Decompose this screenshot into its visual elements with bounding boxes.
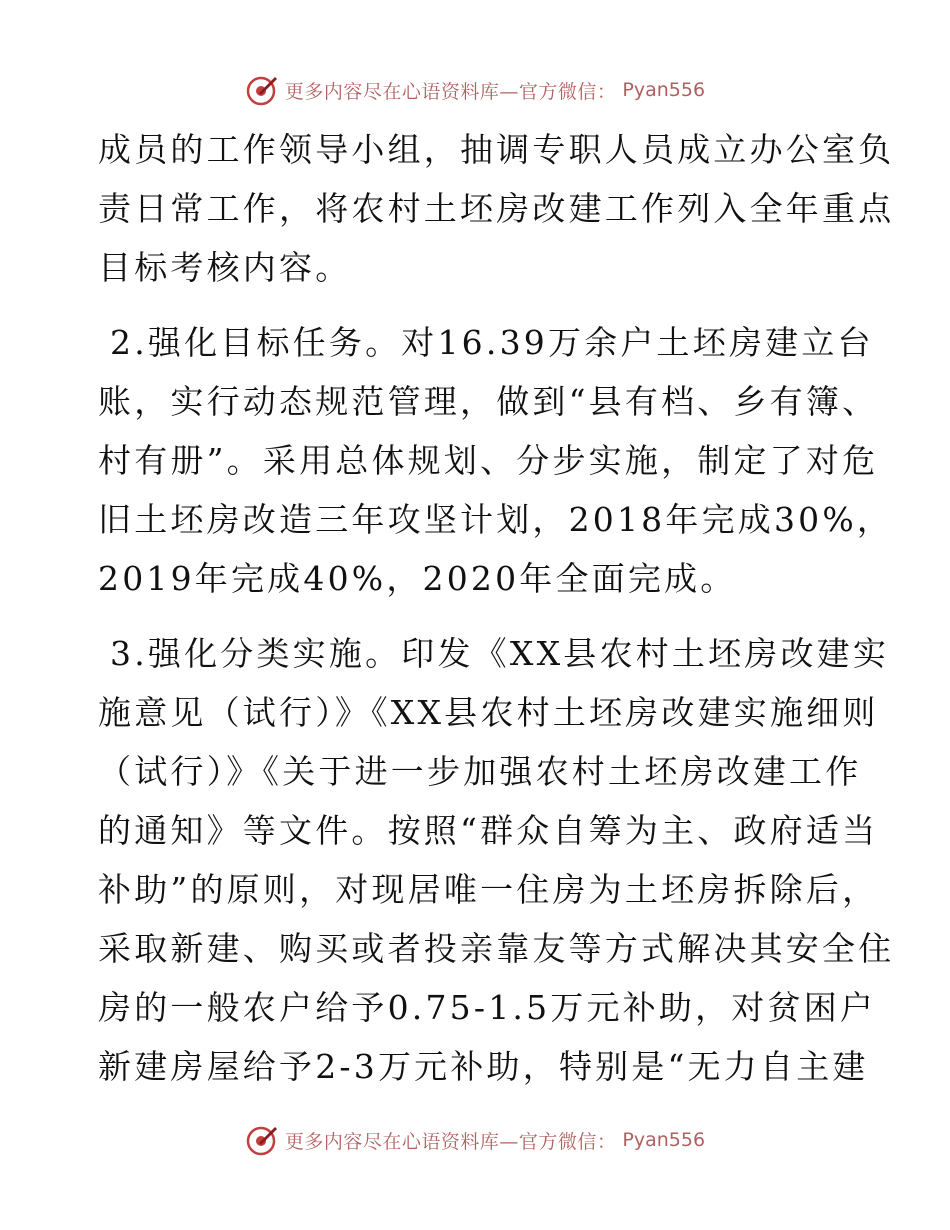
paragraph-2 [98, 313, 894, 608]
watermark-contact: Pyan556 [622, 79, 706, 101]
paragraph-3 [98, 624, 895, 1096]
text-line: 施意见（试行）》《XX县农村土坯房改建实施细则 [98, 693, 879, 732]
pen-logo-icon [245, 73, 279, 107]
text-line: 成员的工作领导小组，抽调专职人员成立办公室负 [98, 130, 895, 169]
watermark-contact: Pyan556 [622, 1129, 706, 1151]
text-line: 目标考核内容。 [98, 248, 352, 287]
watermark-text: 更多内容尽在心语资料库—官方微信： [284, 80, 617, 103]
text-line: 村有册”。采用总体规划、分步实施，制定了对危 [98, 441, 879, 480]
header-watermark [0, 70, 950, 110]
text-line: 3.强化分类实施。印发《XX县农村土坯房改建实 [110, 634, 890, 673]
text-line: 的通知》等文件。按照“群众自筹为主、政府适当 [98, 811, 879, 850]
text-line: 责日常工作，将农村土坯房改建工作列入全年重点 [98, 189, 895, 228]
watermark-text: 更多内容尽在心语资料库—官方微信： [284, 1130, 617, 1153]
text-line: 2.强化目标任务。对16.39万余户土坯房建立台 [110, 323, 874, 362]
text-line: 补助”的原则，对现居唯一住房为土坯房拆除后， [98, 870, 879, 909]
paragraph-1 [98, 120, 895, 297]
text-line: 新建房屋给予2-3万元补助，特别是“无力自主建 [98, 1047, 869, 1086]
text-line: 采取新建、购买或者投亲靠友等方式解决其安全住 [98, 929, 895, 968]
text-line: 房的一般农户给予0.75-1.5万元补助，对贫困户 [98, 988, 877, 1027]
pen-logo-icon [245, 1123, 279, 1157]
footer-watermark [0, 1120, 950, 1160]
text-line: 账，实行动态规范管理，做到“县有档、乡有簿、 [98, 382, 879, 421]
text-line: （试行）》《关于进一步加强农村土坯房改建工作 [98, 752, 862, 791]
document-body [98, 120, 895, 1112]
text-line: 2019年完成40%，2020年全面完成。 [98, 559, 737, 598]
text-line: 旧土坯房改造三年攻坚计划，2018年完成30%， [98, 500, 894, 539]
